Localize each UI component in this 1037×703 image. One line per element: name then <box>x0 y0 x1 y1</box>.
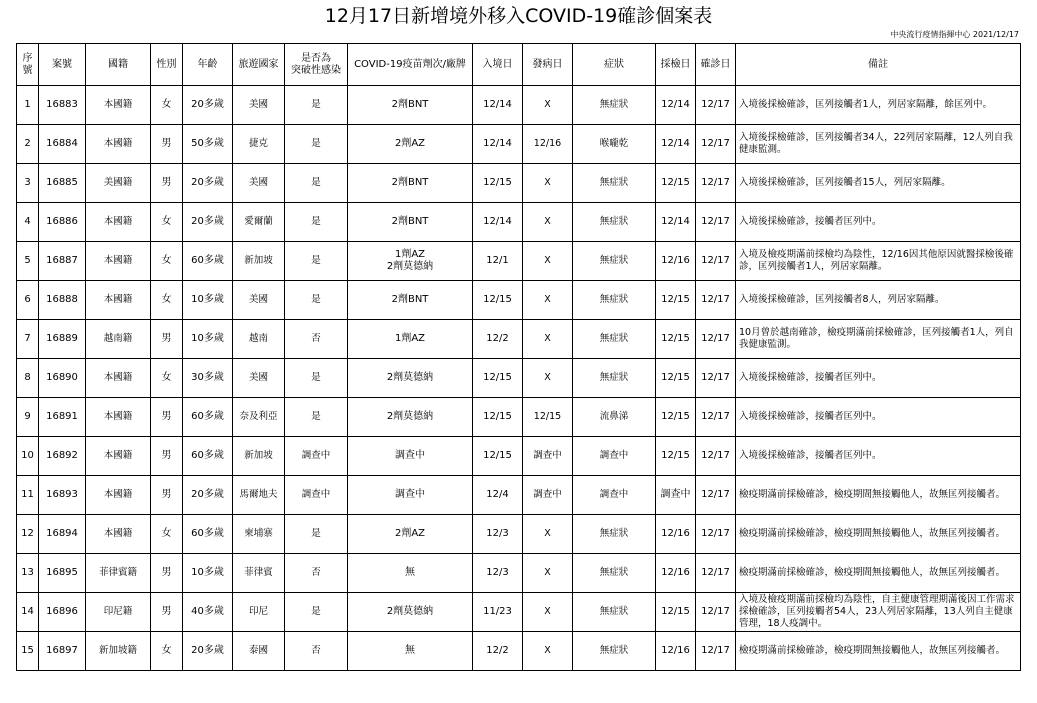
breakthrough-cell: 否 <box>285 554 348 593</box>
breakthrough-cell: 是 <box>285 86 348 125</box>
symptom-cell: 無症狀 <box>573 320 656 359</box>
entry-date-cell: 12/4 <box>473 476 523 515</box>
test-date-cell: 12/15 <box>656 281 696 320</box>
entry-date-cell: 12/3 <box>473 515 523 554</box>
header-case-no: 案號 <box>39 44 86 86</box>
header-sex: 性別 <box>151 44 183 86</box>
confirm-date-cell: 12/17 <box>696 86 736 125</box>
nationality-cell: 本國籍 <box>86 515 151 554</box>
breakthrough-cell: 調查中 <box>285 476 348 515</box>
table-body <box>17 86 1021 671</box>
index-cell: 8 <box>17 359 39 398</box>
case-table <box>16 43 1021 671</box>
confirm-date-cell: 12/17 <box>696 320 736 359</box>
case-no-cell: 16891 <box>39 398 86 437</box>
breakthrough-cell: 是 <box>285 164 348 203</box>
index-cell: 4 <box>17 203 39 242</box>
case-no-cell: 16887 <box>39 242 86 281</box>
test-date-cell: 12/15 <box>656 164 696 203</box>
age-cell: 60多歲 <box>183 515 233 554</box>
breakthrough-cell: 是 <box>285 515 348 554</box>
header-note: 備註 <box>736 44 1021 86</box>
test-date-cell: 12/16 <box>656 242 696 281</box>
vaccine-cell: 2劑AZ <box>348 125 473 164</box>
travel-country-cell: 印尼 <box>233 593 285 632</box>
test-date-cell: 12/15 <box>656 359 696 398</box>
test-date-cell: 12/16 <box>656 515 696 554</box>
age-cell: 10多歲 <box>183 320 233 359</box>
test-date-cell: 調查中 <box>656 476 696 515</box>
vaccine-cell: 2劑BNT <box>348 203 473 242</box>
nationality-cell: 美國籍 <box>86 164 151 203</box>
entry-date-cell: 12/2 <box>473 320 523 359</box>
entry-date-cell: 12/15 <box>473 164 523 203</box>
confirm-date-cell: 12/17 <box>696 125 736 164</box>
confirm-date-cell: 12/17 <box>696 164 736 203</box>
case-no-cell: 16894 <box>39 515 86 554</box>
nationality-cell: 本國籍 <box>86 359 151 398</box>
index-cell: 15 <box>17 632 39 671</box>
sex-cell: 女 <box>151 242 183 281</box>
onset-date-cell: X <box>523 86 573 125</box>
travel-country-cell: 美國 <box>233 281 285 320</box>
vaccine-cell: 1劑AZ <box>348 320 473 359</box>
vaccine-cell: 2劑BNT <box>348 164 473 203</box>
confirm-date-cell: 12/17 <box>696 242 736 281</box>
index-cell: 7 <box>17 320 39 359</box>
test-date-cell: 12/15 <box>656 437 696 476</box>
age-cell: 60多歲 <box>183 398 233 437</box>
table-row <box>17 554 1021 593</box>
onset-date-cell: 12/16 <box>523 125 573 164</box>
case-no-cell: 16897 <box>39 632 86 671</box>
breakthrough-cell: 是 <box>285 281 348 320</box>
entry-date-cell: 12/14 <box>473 86 523 125</box>
onset-date-cell: X <box>523 203 573 242</box>
index-cell: 9 <box>17 398 39 437</box>
case-no-cell: 16889 <box>39 320 86 359</box>
sex-cell: 男 <box>151 164 183 203</box>
onset-date-cell: 調查中 <box>523 476 573 515</box>
entry-date-cell: 12/14 <box>473 203 523 242</box>
table-row <box>17 359 1021 398</box>
entry-date-cell: 12/3 <box>473 554 523 593</box>
confirm-date-cell: 12/17 <box>696 554 736 593</box>
vaccine-cell: 2劑BNT <box>348 86 473 125</box>
note-cell: 入境後採檢確診，匡列接觸者1人，列居家隔離，餘匡列中。 <box>736 86 1021 125</box>
header-test-date: 採檢日 <box>656 44 696 86</box>
entry-date-cell: 12/2 <box>473 632 523 671</box>
breakthrough-cell: 調查中 <box>285 437 348 476</box>
symptom-cell: 無症狀 <box>573 86 656 125</box>
symptom-cell: 調查中 <box>573 437 656 476</box>
confirm-date-cell: 12/17 <box>696 632 736 671</box>
sex-cell: 男 <box>151 593 183 632</box>
nationality-cell: 本國籍 <box>86 203 151 242</box>
entry-date-cell: 11/23 <box>473 593 523 632</box>
header-entry-date: 入境日 <box>473 44 523 86</box>
symptom-cell: 無症狀 <box>573 632 656 671</box>
age-cell: 20多歲 <box>183 476 233 515</box>
sex-cell: 男 <box>151 320 183 359</box>
entry-date-cell: 12/15 <box>473 359 523 398</box>
index-cell: 14 <box>17 593 39 632</box>
confirm-date-cell: 12/17 <box>696 281 736 320</box>
sex-cell: 男 <box>151 125 183 164</box>
case-no-cell: 16895 <box>39 554 86 593</box>
note-cell: 檢疫期滿前採檢確診，檢疫期間無接觸他人，故無匡列接觸者。 <box>736 476 1021 515</box>
confirm-date-cell: 12/17 <box>696 359 736 398</box>
nationality-cell: 本國籍 <box>86 476 151 515</box>
breakthrough-cell: 是 <box>285 593 348 632</box>
breakthrough-cell: 否 <box>285 632 348 671</box>
header-nationality: 國籍 <box>86 44 151 86</box>
onset-date-cell: X <box>523 515 573 554</box>
note-cell: 入境後採檢確診，匡列接觸者8人，列居家隔離。 <box>736 281 1021 320</box>
nationality-cell: 越南籍 <box>86 320 151 359</box>
test-date-cell: 12/15 <box>656 398 696 437</box>
vaccine-cell: 調查中 <box>348 437 473 476</box>
case-no-cell: 16886 <box>39 203 86 242</box>
header-age: 年齡 <box>183 44 233 86</box>
index-cell: 10 <box>17 437 39 476</box>
onset-date-cell: X <box>523 359 573 398</box>
onset-date-cell: X <box>523 632 573 671</box>
vaccine-cell: 無 <box>348 554 473 593</box>
page-title: 12月17日新增境外移入COVID-19確診個案表 <box>324 5 713 27</box>
entry-date-cell: 12/15 <box>473 398 523 437</box>
symptom-cell: 無症狀 <box>573 242 656 281</box>
note-cell: 檢疫期滿前採檢確診，檢疫期間無接觸他人，故無匡列接觸者。 <box>736 515 1021 554</box>
nationality-cell: 本國籍 <box>86 281 151 320</box>
age-cell: 50多歲 <box>183 125 233 164</box>
table-row <box>17 203 1021 242</box>
confirm-date-cell: 12/17 <box>696 437 736 476</box>
case-no-cell: 16884 <box>39 125 86 164</box>
age-cell: 20多歲 <box>183 164 233 203</box>
onset-date-cell: 12/15 <box>523 398 573 437</box>
table-row <box>17 632 1021 671</box>
case-no-cell: 16885 <box>39 164 86 203</box>
nationality-cell: 本國籍 <box>86 242 151 281</box>
nationality-cell: 本國籍 <box>86 86 151 125</box>
sex-cell: 男 <box>151 554 183 593</box>
breakthrough-cell: 是 <box>285 359 348 398</box>
index-cell: 5 <box>17 242 39 281</box>
note-cell: 入境後採檢確診，匡列接觸者15人，列居家隔離。 <box>736 164 1021 203</box>
note-cell: 入境後採檢確診，接觸者匡列中。 <box>736 437 1021 476</box>
nationality-cell: 本國籍 <box>86 437 151 476</box>
header-travel-country: 旅遊國家 <box>233 44 285 86</box>
age-cell: 20多歲 <box>183 632 233 671</box>
table-row <box>17 593 1021 632</box>
sex-cell: 女 <box>151 203 183 242</box>
breakthrough-cell: 是 <box>285 125 348 164</box>
nationality-cell: 本國籍 <box>86 125 151 164</box>
symptom-cell: 無症狀 <box>573 359 656 398</box>
table-row <box>17 125 1021 164</box>
breakthrough-cell: 是 <box>285 398 348 437</box>
test-date-cell: 12/14 <box>656 203 696 242</box>
onset-date-cell: 調查中 <box>523 437 573 476</box>
nationality-cell: 新加坡籍 <box>86 632 151 671</box>
header-confirm-date: 確診日 <box>696 44 736 86</box>
travel-country-cell: 美國 <box>233 86 285 125</box>
case-no-cell: 16896 <box>39 593 86 632</box>
age-cell: 40多歲 <box>183 593 233 632</box>
header-index: 序號 <box>17 44 39 86</box>
confirm-date-cell: 12/17 <box>696 593 736 632</box>
note-cell: 檢疫期滿前採檢確診，檢疫期間無接觸他人，故無匡列接觸者。 <box>736 632 1021 671</box>
index-cell: 3 <box>17 164 39 203</box>
note-cell: 入境後採檢確診，接觸者匡列中。 <box>736 203 1021 242</box>
index-cell: 11 <box>17 476 39 515</box>
case-no-cell: 16888 <box>39 281 86 320</box>
travel-country-cell: 新加坡 <box>233 242 285 281</box>
age-cell: 30多歲 <box>183 359 233 398</box>
travel-country-cell: 愛爾蘭 <box>233 203 285 242</box>
travel-country-cell: 泰國 <box>233 632 285 671</box>
symptom-cell: 無症狀 <box>573 554 656 593</box>
breakthrough-cell: 否 <box>285 320 348 359</box>
test-date-cell: 12/15 <box>656 320 696 359</box>
symptom-cell: 調查中 <box>573 476 656 515</box>
case-no-cell: 16890 <box>39 359 86 398</box>
index-cell: 1 <box>17 86 39 125</box>
entry-date-cell: 12/15 <box>473 281 523 320</box>
onset-date-cell: X <box>523 242 573 281</box>
vaccine-cell: 調查中 <box>348 476 473 515</box>
breakthrough-cell: 是 <box>285 203 348 242</box>
symptom-cell: 無症狀 <box>573 515 656 554</box>
header-breakthrough: 是否為 突破性感染 <box>285 44 348 86</box>
sex-cell: 男 <box>151 437 183 476</box>
test-date-cell: 12/14 <box>656 125 696 164</box>
vaccine-cell: 2劑莫德納 <box>348 398 473 437</box>
symptom-cell: 無症狀 <box>573 203 656 242</box>
table-row <box>17 320 1021 359</box>
travel-country-cell: 美國 <box>233 359 285 398</box>
travel-country-cell: 馬爾地夫 <box>233 476 285 515</box>
symptom-cell: 無症狀 <box>573 164 656 203</box>
sex-cell: 女 <box>151 515 183 554</box>
onset-date-cell: X <box>523 554 573 593</box>
confirm-date-cell: 12/17 <box>696 398 736 437</box>
travel-country-cell: 捷克 <box>233 125 285 164</box>
age-cell: 20多歲 <box>183 86 233 125</box>
sex-cell: 男 <box>151 476 183 515</box>
index-cell: 2 <box>17 125 39 164</box>
sex-cell: 男 <box>151 398 183 437</box>
symptom-cell: 無症狀 <box>573 281 656 320</box>
test-date-cell: 12/16 <box>656 632 696 671</box>
vaccine-cell: 無 <box>348 632 473 671</box>
breakthrough-cell: 是 <box>285 242 348 281</box>
travel-country-cell: 柬埔寨 <box>233 515 285 554</box>
sex-cell: 女 <box>151 86 183 125</box>
age-cell: 20多歲 <box>183 203 233 242</box>
nationality-cell: 菲律賓籍 <box>86 554 151 593</box>
entry-date-cell: 12/14 <box>473 125 523 164</box>
onset-date-cell: X <box>523 164 573 203</box>
symptom-cell: 流鼻涕 <box>573 398 656 437</box>
age-cell: 60多歲 <box>183 437 233 476</box>
sex-cell: 女 <box>151 632 183 671</box>
table-row <box>17 515 1021 554</box>
case-no-cell: 16892 <box>39 437 86 476</box>
travel-country-cell: 菲律賓 <box>233 554 285 593</box>
vaccine-cell: 2劑BNT <box>348 281 473 320</box>
entry-date-cell: 12/1 <box>473 242 523 281</box>
note-cell: 檢疫期滿前採檢確診，檢疫期間無接觸他人，故無匡列接觸者。 <box>736 554 1021 593</box>
index-cell: 13 <box>17 554 39 593</box>
vaccine-cell: 1劑AZ 2劑莫德納 <box>348 242 473 281</box>
nationality-cell: 本國籍 <box>86 398 151 437</box>
confirm-date-cell: 12/17 <box>696 515 736 554</box>
note-cell: 入境後採檢確診，匡列接觸者34人，22列居家隔離，12人列自我健康監測。 <box>736 125 1021 164</box>
source-label: 中央流行疫情指揮中心 2021/12/17 <box>890 30 1019 39</box>
symptom-cell: 喉嚨乾 <box>573 125 656 164</box>
index-cell: 6 <box>17 281 39 320</box>
onset-date-cell: X <box>523 281 573 320</box>
table-row <box>17 164 1021 203</box>
vaccine-cell: 2劑莫德納 <box>348 593 473 632</box>
case-no-cell: 16893 <box>39 476 86 515</box>
travel-country-cell: 越南 <box>233 320 285 359</box>
sex-cell: 女 <box>151 281 183 320</box>
note-cell: 入境後採檢確診，接觸者匡列中。 <box>736 398 1021 437</box>
note-cell: 10月曾於越南確診，檢疫期滿前採檢確診，匡列接觸者1人，列自我健康監測。 <box>736 320 1021 359</box>
vaccine-cell: 2劑莫德納 <box>348 359 473 398</box>
symptom-cell: 無症狀 <box>573 593 656 632</box>
travel-country-cell: 奈及利亞 <box>233 398 285 437</box>
vaccine-cell: 2劑AZ <box>348 515 473 554</box>
note-cell: 入境後採檢確診，接觸者匡列中。 <box>736 359 1021 398</box>
note-cell: 入境及檢疫期滿前採檢均為陰性，12/16因其他原因就醫採檢後確診，匡列接觸者1人，列居家隔離。 <box>736 242 1021 281</box>
table-row <box>17 398 1021 437</box>
confirm-date-cell: 12/17 <box>696 476 736 515</box>
travel-country-cell: 新加坡 <box>233 437 285 476</box>
onset-date-cell: X <box>523 320 573 359</box>
index-cell: 12 <box>17 515 39 554</box>
case-no-cell: 16883 <box>39 86 86 125</box>
table-row <box>17 86 1021 125</box>
nationality-cell: 印尼籍 <box>86 593 151 632</box>
age-cell: 10多歲 <box>183 281 233 320</box>
table-row <box>17 437 1021 476</box>
header-symptom: 症狀 <box>573 44 656 86</box>
test-date-cell: 12/14 <box>656 86 696 125</box>
entry-date-cell: 12/15 <box>473 437 523 476</box>
table-row <box>17 242 1021 281</box>
table-row <box>17 281 1021 320</box>
table-row <box>17 476 1021 515</box>
confirm-date-cell: 12/17 <box>696 203 736 242</box>
header-row <box>17 44 1021 86</box>
age-cell: 10多歲 <box>183 554 233 593</box>
header-onset-date: 發病日 <box>523 44 573 86</box>
test-date-cell: 12/15 <box>656 593 696 632</box>
note-cell: 入境及檢疫期滿前採檢均為陰性，自主健康管理期滿後因工作需求採檢確診，匡列接觸者54人，23人列居家隔離，13人列自主健康管理，18人疫調中。 <box>736 593 1021 632</box>
onset-date-cell: X <box>523 593 573 632</box>
travel-country-cell: 美國 <box>233 164 285 203</box>
test-date-cell: 12/16 <box>656 554 696 593</box>
age-cell: 60多歲 <box>183 242 233 281</box>
header-vaccine: COVID-19疫苗劑次/廠牌 <box>348 44 473 86</box>
sex-cell: 女 <box>151 359 183 398</box>
